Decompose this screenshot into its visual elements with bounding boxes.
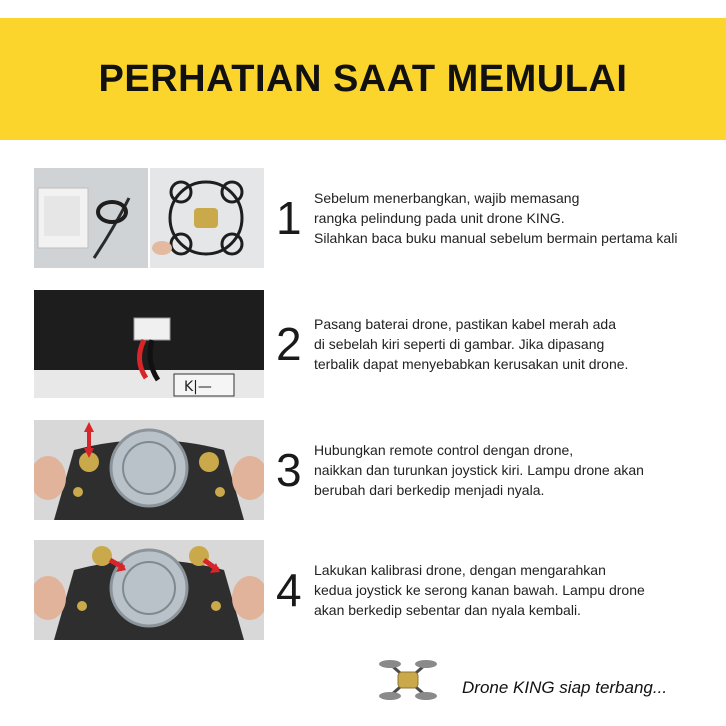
drone-icon [378, 652, 438, 708]
step-4-line: Lakukan kalibrasi drone, dengan mengarahkan [314, 562, 606, 578]
page-title: PERHATIAN SAAT MEMULAI [98, 57, 628, 100]
step-3 [0, 420, 726, 520]
step-3-photo [34, 420, 264, 520]
step-3-line: Hubungkan remote control dengan drone, [314, 442, 574, 458]
step-2-line: di sebelah kiri seperti di gambar. Jika dipasang [314, 336, 605, 352]
step-2-description [314, 314, 714, 374]
step-4-description [314, 560, 714, 620]
step-4 [0, 540, 726, 640]
step-2-photo [34, 290, 264, 398]
step-3-line: berubah dari berkedip menjadi nyala. [314, 482, 545, 498]
step-1-description [314, 188, 714, 248]
footer [0, 652, 726, 712]
step-1-line: rangka pelindung pada unit drone KING. [314, 210, 565, 226]
step-4-line: akan berkedip sebentar dan nyala kembali. [314, 602, 581, 618]
step-1-line: Sebelum menerbangkan, wajib memasang [314, 190, 580, 206]
step-4-photo [34, 540, 264, 640]
step-2-line: terbalik dapat menyebabkan kerusakan unit drone. [314, 356, 629, 372]
step-2 [0, 290, 726, 398]
step-3-line: naikkan dan turunkan joystick kiri. Lampu drone akan [314, 462, 644, 478]
step-1-number: 1 [276, 192, 302, 244]
step-2-number: 2 [276, 318, 302, 370]
header-banner [0, 18, 726, 140]
step-1 [0, 168, 726, 268]
step-1-line: Silahkan baca buku manual sebelum bermain pertama kali [314, 230, 678, 246]
step-2-line: Pasang baterai drone, pastikan kabel merah ada [314, 316, 616, 332]
step-4-line: kedua joystick ke serong kanan bawah. Lampu drone [314, 582, 645, 598]
step-1-photo [34, 168, 264, 268]
svg-text:K|—: K|— [184, 379, 212, 395]
tagline: Drone KING siap terbang... [462, 678, 668, 697]
step-3-description [314, 440, 714, 500]
step-4-number: 4 [276, 564, 302, 616]
step-3-number: 3 [276, 444, 302, 496]
